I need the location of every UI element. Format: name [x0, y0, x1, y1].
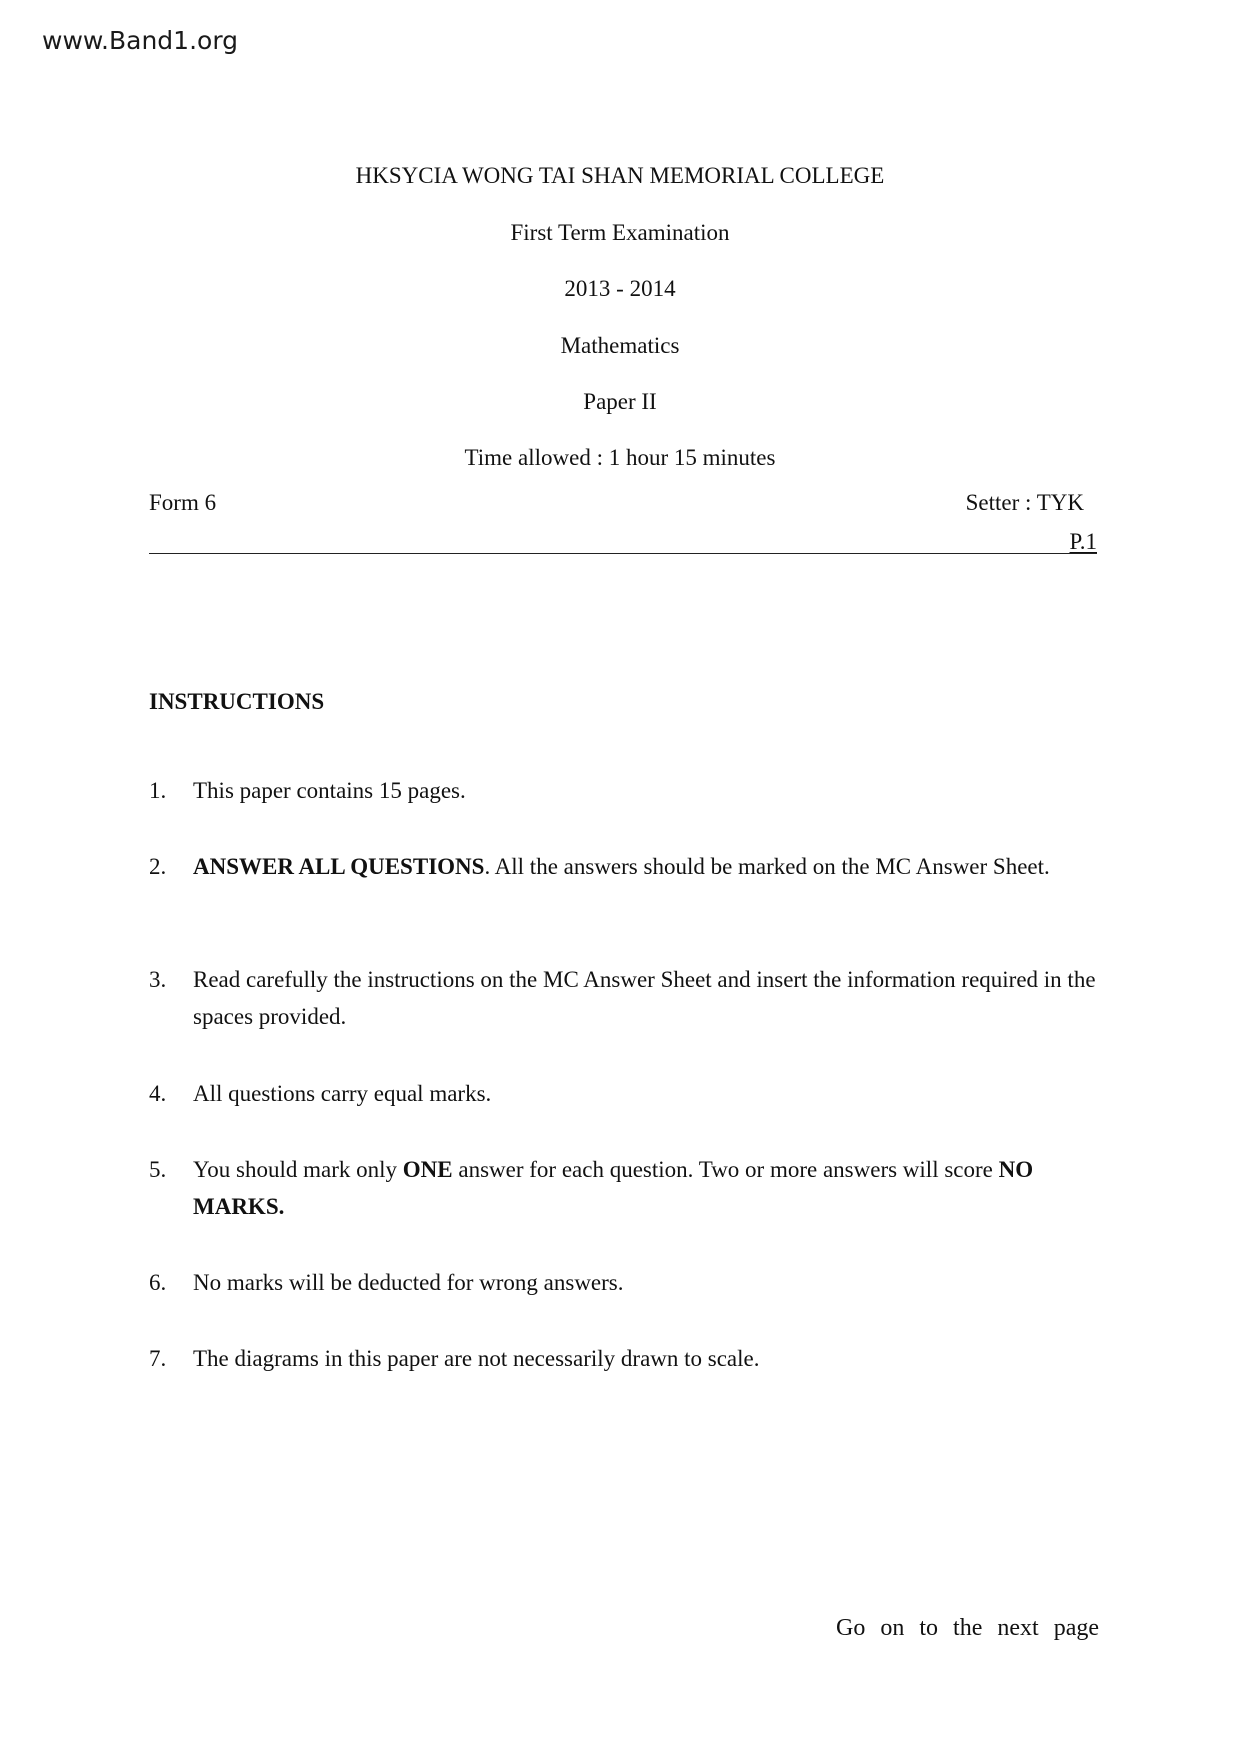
instruction-number: 5. — [149, 1157, 167, 1182]
continue-note: Go on to the next page — [836, 1615, 1099, 1641]
setter: Setter : TYK — [965, 490, 1084, 515]
instruction-item — [149, 1340, 1099, 1377]
instruction-number: 6. — [149, 1270, 167, 1295]
instruction-emphasis: NO MARKS. — [193, 1157, 1034, 1219]
subject: Mathematics — [560, 333, 680, 358]
instruction-item — [149, 1264, 1099, 1301]
instruction-emphasis: ANSWER ALL QUESTIONS — [193, 854, 485, 879]
instruction-text: No marks will be deducted for wrong answers. — [193, 1270, 624, 1295]
instruction-text: This paper contains 15 pages. — [193, 778, 466, 803]
instruction-item — [149, 961, 1099, 1035]
academic-year: 2013 - 2014 — [564, 276, 676, 301]
time-allowed: Time allowed : 1 hour 15 minutes — [464, 445, 776, 470]
header-divider — [149, 553, 1097, 554]
school-name: HKSYCIA WONG TAI SHAN MEMORIAL COLLEGE — [355, 163, 885, 188]
instruction-number: 7. — [149, 1346, 167, 1371]
instruction-text: . All the answers should be marked on the MC Answer Sheet. — [484, 854, 1050, 879]
instruction-item — [149, 1075, 1099, 1112]
exam-title: First Term Examination — [510, 220, 730, 245]
paper-number: Paper II — [583, 389, 657, 414]
instruction-number: 3. — [149, 967, 167, 992]
instruction-number: 2. — [149, 854, 167, 879]
instruction-number: 1. — [149, 778, 167, 803]
form-level: Form 6 — [149, 490, 217, 515]
instruction-emphasis: ONE — [402, 1157, 453, 1182]
page-number: P.1 — [1069, 529, 1097, 554]
instruction-item — [149, 848, 1099, 885]
instructions-heading: INSTRUCTIONS — [149, 689, 325, 714]
watermark-url: www.Band1.org — [42, 26, 239, 55]
instruction-text: All questions carry equal marks. — [193, 1081, 492, 1106]
instruction-text: answer for each question. Two or more answers will score — [452, 1157, 999, 1182]
instruction-text: The diagrams in this paper are not necessarily drawn to scale. — [193, 1346, 760, 1371]
instruction-item — [149, 772, 1099, 809]
instruction-text: Read carefully the instructions on the MC Answer Sheet and insert the information required in the spaces provided. — [193, 967, 1096, 1029]
instruction-item — [149, 1151, 1099, 1225]
instruction-number: 4. — [149, 1081, 167, 1106]
instruction-text: You should mark only — [193, 1157, 403, 1182]
